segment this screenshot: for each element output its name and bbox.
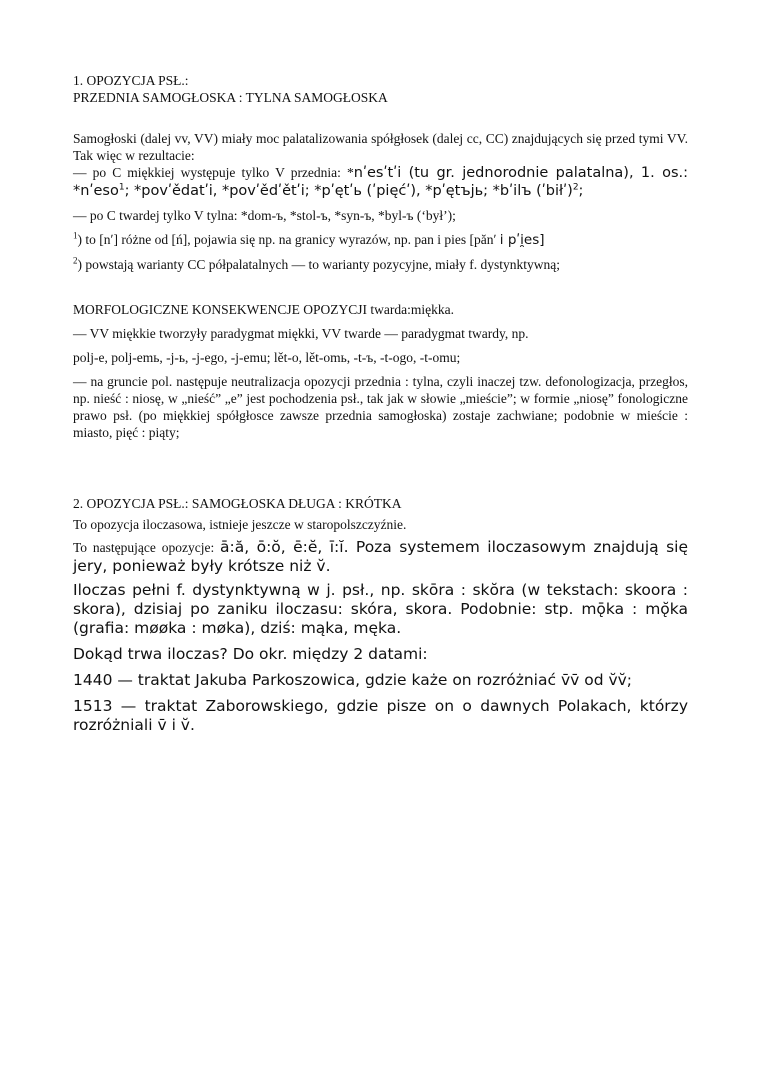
section1-heading-1: 1. OPOZYCJA PSŁ.: [73, 73, 189, 88]
section1-heading-2: PRZEDNIA SAMOGŁOSKA : TYLNA SAMOGŁOSKA [73, 90, 388, 105]
footnote-2-text: ) powstają warianty CC półpalatalnych — to warianty pozycyjne, miały f. dystynktywną; [77, 257, 561, 272]
section2-line-4: Dokąd trwa iloczas? Do okr. między 2 datami: [73, 645, 428, 663]
rule-soft-consonant [73, 164, 688, 200]
footnote-1-mark: 1 [73, 230, 78, 241]
rule1-end: ; [578, 183, 584, 199]
footnote-ref-1: 1 [118, 182, 125, 193]
morph-line-2: polj-e, polj-emь, -j-ь, -j-ego, -j-emu; lět-o, lět-omь, -t-ъ, -t-ogo, -t-omu; [73, 350, 461, 365]
footnote-1-transcription: i pʹi̯es] [499, 232, 545, 248]
footnote-ref-2: 2 [572, 182, 579, 193]
morph-heading: MORFOLOGICZNE KONSEKWENCJE OPOZYCJI twarda:miękka. [73, 302, 454, 317]
rule1-examples-a: nʹesʹtʹi (tu gr. jednorodnie palatalna), 1. os.: *nʹeso [73, 165, 689, 199]
section2-line-2-lead: To następujące opozycje: [73, 540, 221, 555]
section2-line-1: To opozycja iloczasowa, istnieje jeszcze w staropolszczyźnie. [73, 517, 407, 532]
section2-line-5: 1440 — traktat Jakuba Parkoszowica, gdzie każe on rozróżniać v̄v̄ od v̆v̆; [73, 671, 633, 689]
section2-line-3: Iloczas pełni f. dystynktywną w j. psł., np. skōra : skŏra (w tekstach: skoora : skora), dzisiaj po zaniku iloczasu: skóra, skora. Podobnie: stp. mǭka : mǫ̆ka (grafia: møøka : møka), dziś: mąka, męka. [73, 581, 688, 637]
morph-paragraph: — na gruncie pol. następuje neutralizacja opozycji przednia : tylna, czyli inaczej tzw. defonologizacja, przegłos, np. nieść : niosę, w „nieść” „e” jest pochodzenia psł., tak jak w słowie „mieście”; w formie „niosę” fonologiczne prawo psł. (po miękkiej spółgłosce zawsze przednia samogłoska) zostaje zachwiane; podobnie w mieście : miasto, pięć : piąty; [73, 374, 688, 440]
footnote-2-mark: 2 [73, 255, 78, 266]
rule1-examples-b: ; *povʹědatʹi, *povʹědʹětʹi; *pʹętʹь (ʹpięćʹ), *pʹętъjь; *bʹilъ (ʹbiłʹ) [124, 183, 573, 199]
section1-intro: Samogłoski (dalej vv, VV) miały moc palatalizowania spółgłosek (dalej cc, CC) znajdujących się przed tymi VV. Tak więc w rezultacie: [73, 131, 688, 163]
document-page [73, 72, 688, 735]
footnote-2 [73, 256, 688, 273]
footnote-1-text: ) to [nʹ] różne od [ń], pojawia się np. na granicy wyrazów, np. pan i pies [pănʹ [77, 232, 500, 247]
section2-line-6: 1513 — traktat Zaborowskiego, gdzie pisze on o dawnych Polakach, którzy rozróżniali v̄ i v̆. [73, 697, 688, 734]
rule1-lead: — po C miękkiej występuje tylko V przednia: * [73, 165, 354, 180]
section2-heading: 2. OPOZYCJA PSŁ.: SAMOGŁOSKA DŁUGA : KRÓTKA [73, 496, 402, 511]
morph-line-1: — VV miękkie tworzyły paradygmat miękki, VV twarde — paradygmat twardy, np. [73, 326, 529, 341]
section2-line-2 [73, 538, 688, 576]
section2-line-2-oppositions: ā:ă, ō:ŏ, ē:ĕ, ī:ĭ. Poza systemem iloczasowym znajdują się jery, ponieważ były krótsze niż v̆. [73, 538, 688, 575]
rule-hard-consonant: — po C twardej tylko V tylna: *dom-ъ, *stol-ъ, *syn-ъ, *byl-ъ (‘był’); [73, 208, 456, 223]
footnote-1 [73, 231, 688, 249]
